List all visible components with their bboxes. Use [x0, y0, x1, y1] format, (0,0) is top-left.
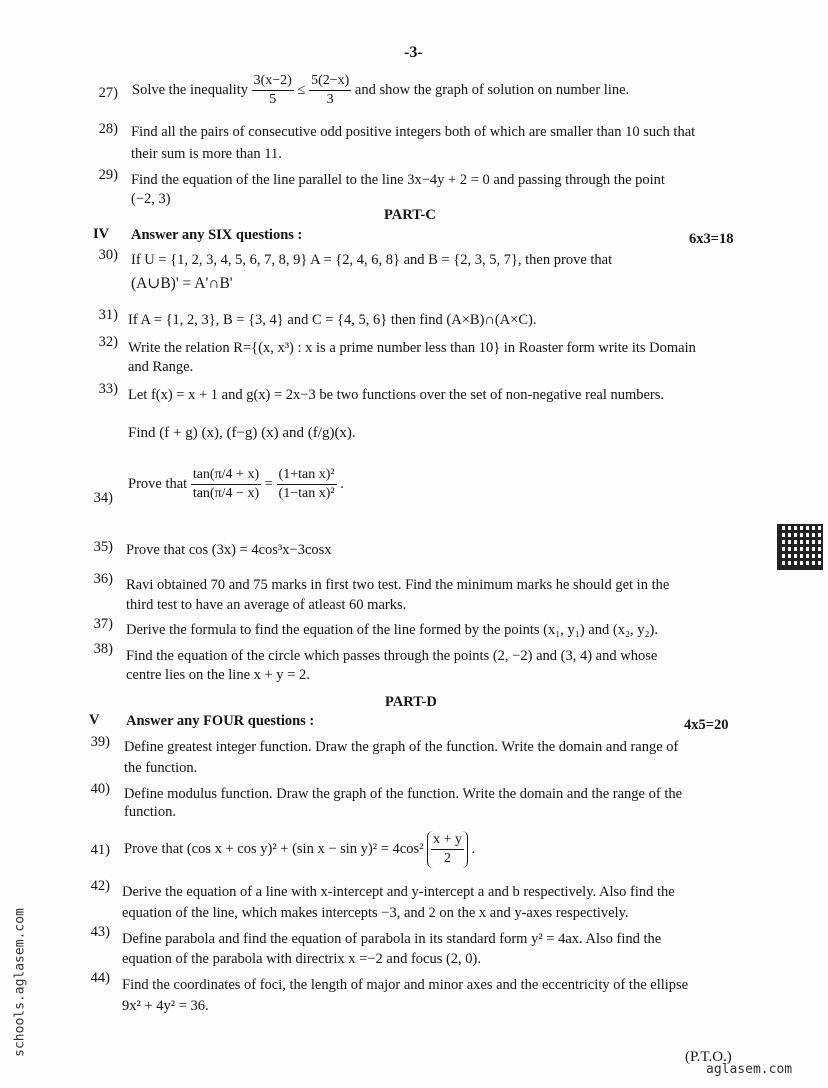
- pto-label: (P.T.O.): [685, 1049, 732, 1065]
- q27-relation: ≤: [297, 81, 306, 98]
- q33-line2: Find (f + g) (x), (f−g) (x) and (f/g)(x).: [128, 425, 356, 441]
- q41-pre: Prove that (cos x + cos y)² + (sin x − sin y)² = 4cos²: [124, 840, 424, 857]
- q43-line1: Define parabola and find the equation of parabola in its standard form y² = 4ax. Also find the: [122, 931, 662, 947]
- q36-line1: Ravi obtained 70 and 75 marks in first two test. Find the minimum marks he should get in the: [126, 577, 670, 593]
- q43-line2: equation of the parabola with directrix x =−2 and focus (2, 0).: [122, 951, 482, 967]
- q35-number: 35): [93, 539, 113, 555]
- part-c-marks: 6x3=18: [689, 231, 734, 247]
- q27-lhs-fraction: [252, 72, 294, 109]
- part-c-instruction: Answer any SIX questions :: [131, 227, 303, 243]
- q31-text: If A = {1, 2, 3}, B = {3, 4} and C = {4, 5, 6} then find (A×B)∩(A×C).: [128, 312, 537, 328]
- q32-line2: and Range.: [128, 359, 194, 375]
- q40-line2: function.: [124, 804, 176, 820]
- q34-post: .: [340, 475, 344, 492]
- side-watermark: schools.aglasem.com: [12, 908, 28, 1057]
- q29-line1: Find the equation of the line parallel to the line 3x−4y + 2 = 0 and passing through the point: [131, 172, 665, 188]
- q41-fraction: [427, 831, 468, 868]
- q42-number: 42): [90, 878, 110, 894]
- q35-text: Prove that cos (3x) = 4cos³x−3cosx: [126, 542, 332, 558]
- q40-line1: Define modulus function. Draw the graph of the function. Write the domain and the range of the: [124, 786, 683, 802]
- q27-post: and show the graph of solution on number line.: [354, 81, 630, 98]
- q27-lhs-den: 5: [269, 92, 277, 107]
- q33-line1: Let f(x) = x + 1 and g(x) = 2x−3 be two functions over the set of non-negative real numbers.: [128, 387, 665, 403]
- q34-text: [128, 466, 344, 503]
- q27-rhs-fraction: [309, 72, 351, 109]
- q34-lhs-fraction: [191, 466, 261, 503]
- bottom-watermark: aglasem.com: [706, 1062, 793, 1077]
- q44-line1: Find the coordinates of foci, the length of major and minor axes and the eccentricity of the ellipse: [122, 977, 689, 993]
- q39-number: 39): [90, 734, 110, 750]
- q39-line2: the function.: [124, 760, 198, 776]
- q41-number: 41): [90, 842, 110, 858]
- q34-rhs-den: (1−tan x)²: [278, 486, 335, 501]
- q39-line1: Define greatest integer function. Draw the graph of the function. Write the domain and range of: [124, 739, 679, 755]
- q41-text: [124, 831, 475, 868]
- q37-number: 37): [93, 616, 113, 632]
- part-d-roman: V: [89, 712, 100, 728]
- q30-line1: If U = {1, 2, 3, 4, 5, 6, 7, 8, 9} A = {2, 4, 6, 8} and B = {2, 3, 5, 7}, then prove that: [131, 252, 613, 268]
- q34-pre: Prove that: [128, 475, 188, 492]
- q44-number: 44): [90, 970, 110, 986]
- q27-text: [132, 72, 629, 109]
- q27-rhs-num: 5(2−x): [309, 72, 351, 91]
- q30-line2: (A∪B)' = A'∩B': [131, 275, 233, 292]
- q40-number: 40): [90, 781, 110, 797]
- q30-number: 30): [98, 247, 118, 263]
- q34-rhs-num: (1+tan x)²: [277, 466, 337, 485]
- q38-line2: centre lies on the line x + y = 2.: [126, 667, 310, 683]
- q29-line2: (−2, 3): [131, 191, 171, 207]
- q43-number: 43): [90, 924, 110, 940]
- part-c-title: PART-C: [384, 207, 436, 223]
- q28-line1: Find all the pairs of consecutive odd positive integers both of which are smaller than 10 such that: [131, 124, 696, 140]
- q27-pre: Solve the inequality: [132, 81, 248, 98]
- q44-line2: 9x² + 4y² = 36.: [122, 998, 209, 1014]
- page-number: -3-: [404, 44, 423, 61]
- q27-lhs-num: 3(x−2): [252, 72, 294, 91]
- q41-post: .: [471, 840, 476, 857]
- q32-number: 32): [98, 334, 118, 350]
- q38-line1: Find the equation of the circle which passes through the points (2, −2) and (3, 4) and whose: [126, 648, 658, 664]
- q28-number: 28): [98, 121, 118, 137]
- part-c-roman: IV: [93, 226, 110, 242]
- q34-rhs-fraction: [277, 466, 337, 503]
- q34-number: 34): [93, 490, 113, 506]
- q27-rhs-den: 3: [326, 92, 334, 107]
- q34-lhs-den: tan(π/4 − x): [192, 486, 260, 501]
- q34-lhs-num: tan(π/4 + x): [191, 466, 261, 485]
- part-d-instruction: Answer any FOUR questions :: [126, 713, 315, 729]
- q27-number: 27): [98, 85, 118, 101]
- part-d-marks: 4x5=20: [684, 717, 729, 733]
- q36-line2: third test to have an average of atleast 60 marks.: [126, 597, 407, 613]
- qr-code-icon: [777, 524, 823, 570]
- q28-line2: their sum is more than 11.: [131, 146, 282, 162]
- q32-line1: Write the relation R={(x, x³) : x is a prime number less than 10} in Roaster form write its Domain: [128, 340, 696, 356]
- q31-number: 31): [98, 307, 118, 323]
- q36-number: 36): [93, 571, 113, 587]
- q42-line2: equation of the line, which makes intercepts −3, and 2 on the x and y-axes respectively.: [122, 905, 629, 921]
- q41-frac-num: x + y: [431, 831, 464, 850]
- part-d-title: PART-D: [385, 694, 437, 710]
- q33-number: 33): [98, 381, 118, 397]
- q41-frac-den: 2: [444, 851, 452, 866]
- q29-number: 29): [98, 167, 118, 183]
- q37-text: Derive the formula to find the equation of the line formed by the points (x₁, y₁) and (x₂, y₂).: [126, 622, 659, 638]
- q42-line1: Derive the equation of a line with x-intercept and y-intercept a and b respectively. Also find the: [122, 884, 675, 900]
- q34-equals: =: [264, 475, 273, 492]
- q38-number: 38): [93, 641, 113, 657]
